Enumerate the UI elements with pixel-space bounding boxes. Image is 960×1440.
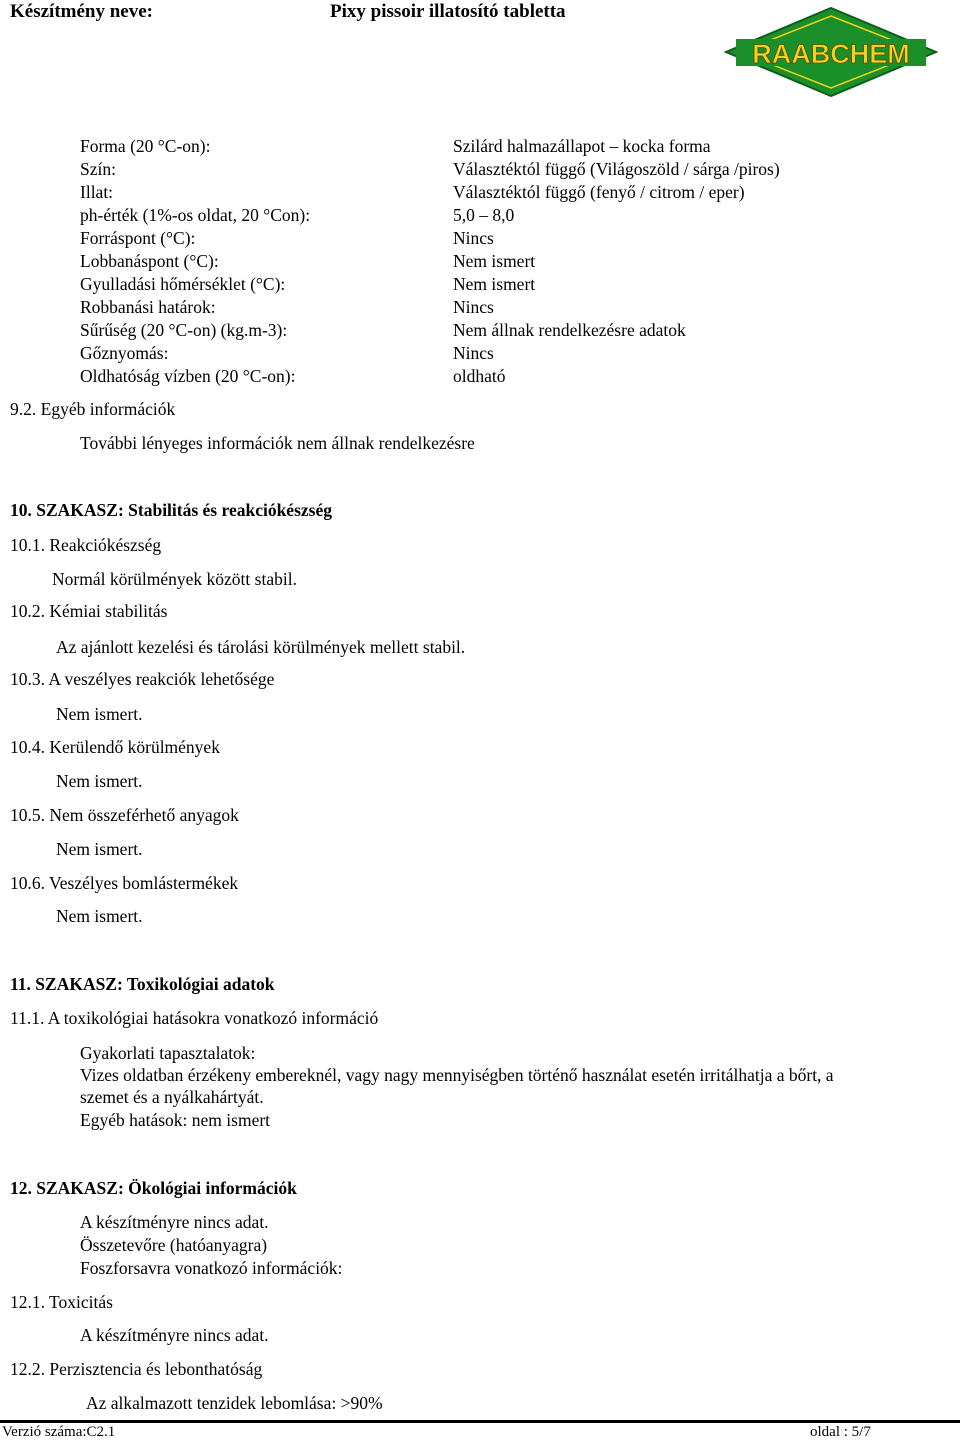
product-label: Készítmény neve: xyxy=(10,1,153,22)
property-value: Nem ismert xyxy=(453,274,536,294)
property-label: Gyulladási hőmérséklet (°C): xyxy=(80,274,286,294)
section-10-3-heading: 10.3. A veszélyes reakciók lehetősége xyxy=(10,669,275,689)
footer-page: oldal : 5/7 xyxy=(810,1424,871,1440)
property-value: 5,0 – 8,0 xyxy=(453,205,515,225)
section-10-2-heading: 10.2. Kémiai stabilitás xyxy=(10,601,168,621)
section-10-3-text: Nem ismert. xyxy=(56,704,143,724)
section-12-line-2: Összetevőre (hatóanyagra) xyxy=(80,1235,268,1255)
property-value: Választéktól függő (Világoszöld / sárga /piros) xyxy=(453,159,780,179)
practical-line-1: Vizes oldatban érzékeny embereknél, vagy nagy mennyiségben történő használat esetén irritálhatja a bőrt, a xyxy=(80,1065,834,1085)
section-10-6-heading: 10.6. Veszélyes bomlástermékek xyxy=(10,873,239,893)
section-10-1-text: Normál körülmények között stabil. xyxy=(52,569,297,589)
section-12-1-heading: 12.1. Toxicitás xyxy=(10,1292,113,1312)
section-10-6-text: Nem ismert. xyxy=(56,906,143,926)
section-11-1-heading: 11.1. A toxikológiai hatásokra vonatkozó információ xyxy=(10,1008,379,1028)
section-12-1-text: A készítményre nincs adat. xyxy=(80,1325,269,1345)
property-value: Nincs xyxy=(453,343,494,363)
section-12-line-3: Foszforsavra vonatkozó információk: xyxy=(80,1258,343,1278)
section-9-2-heading: 9.2. Egyéb információk xyxy=(10,399,176,419)
property-label: Robbanási határok: xyxy=(80,297,216,317)
section-10-4-text: Nem ismert. xyxy=(56,771,143,791)
property-label: Szín: xyxy=(80,159,116,179)
footer-divider xyxy=(0,1420,960,1423)
property-label: Forma (20 °C-on): xyxy=(80,136,211,156)
section-10-5-text: Nem ismert. xyxy=(56,839,143,859)
practical-line-2: szemet és a nyálkahártyát. xyxy=(80,1087,264,1107)
practical-label: Gyakorlati tapasztalatok: xyxy=(80,1043,256,1063)
property-label: Lobbanáspont (°C): xyxy=(80,251,219,271)
property-value: Választéktól függő (fenyő / citrom / eper) xyxy=(453,182,745,202)
property-label: Gőznyomás: xyxy=(80,343,169,363)
section-9-2-text: További lényeges információk nem állnak rendelkezésre xyxy=(80,433,475,453)
property-value: oldható xyxy=(453,366,506,386)
section-10-5-heading: 10.5. Nem összeférhető anyagok xyxy=(10,805,239,825)
section-12-title: 12. SZAKASZ: Ökológiai információk xyxy=(10,1178,297,1198)
property-value: Nincs xyxy=(453,228,494,248)
section-12-line-1: A készítményre nincs adat. xyxy=(80,1212,269,1232)
property-value: Nem állnak rendelkezésre adatok xyxy=(453,320,686,340)
footer-version: Verzió száma:C2.1 xyxy=(2,1424,116,1440)
section-10-1-heading: 10.1. Reakciókészség xyxy=(10,535,162,555)
section-12-2-heading: 12.2. Perzisztencia és lebonthatóság xyxy=(10,1359,263,1379)
property-value: Nincs xyxy=(453,297,494,317)
raabchem-logo xyxy=(722,6,940,98)
section-10-title: 10. SZAKASZ: Stabilitás és reakciókészség xyxy=(10,500,332,520)
property-label: Oldhatóság vízben (20 °C-on): xyxy=(80,366,296,386)
other-effects: Egyéb hatások: nem ismert xyxy=(80,1110,271,1130)
property-label: Illat: xyxy=(80,182,114,202)
property-value: Nem ismert xyxy=(453,251,536,271)
product-name: Pixy pissoir illatosító tabletta xyxy=(330,1,566,22)
property-label: Forráspont (°C): xyxy=(80,228,196,248)
property-label: ph-érték (1%-os oldat, 20 °Con): xyxy=(80,205,311,225)
section-12-2-text: Az alkalmazott tenzidek lebomlása: >90% xyxy=(86,1393,383,1413)
section-11-title: 11. SZAKASZ: Toxikológiai adatok xyxy=(10,974,275,994)
property-label: Sűrűség (20 °C-on) (kg.m-3): xyxy=(80,320,288,340)
section-10-2-text: Az ajánlott kezelési és tárolási körülmények mellett stabil. xyxy=(56,637,466,657)
property-value: Szilárd halmazállapot – kocka forma xyxy=(453,136,711,156)
logo-lettering: RAABCHEM xyxy=(752,39,910,69)
section-10-4-heading: 10.4. Kerülendő körülmények xyxy=(10,737,220,757)
